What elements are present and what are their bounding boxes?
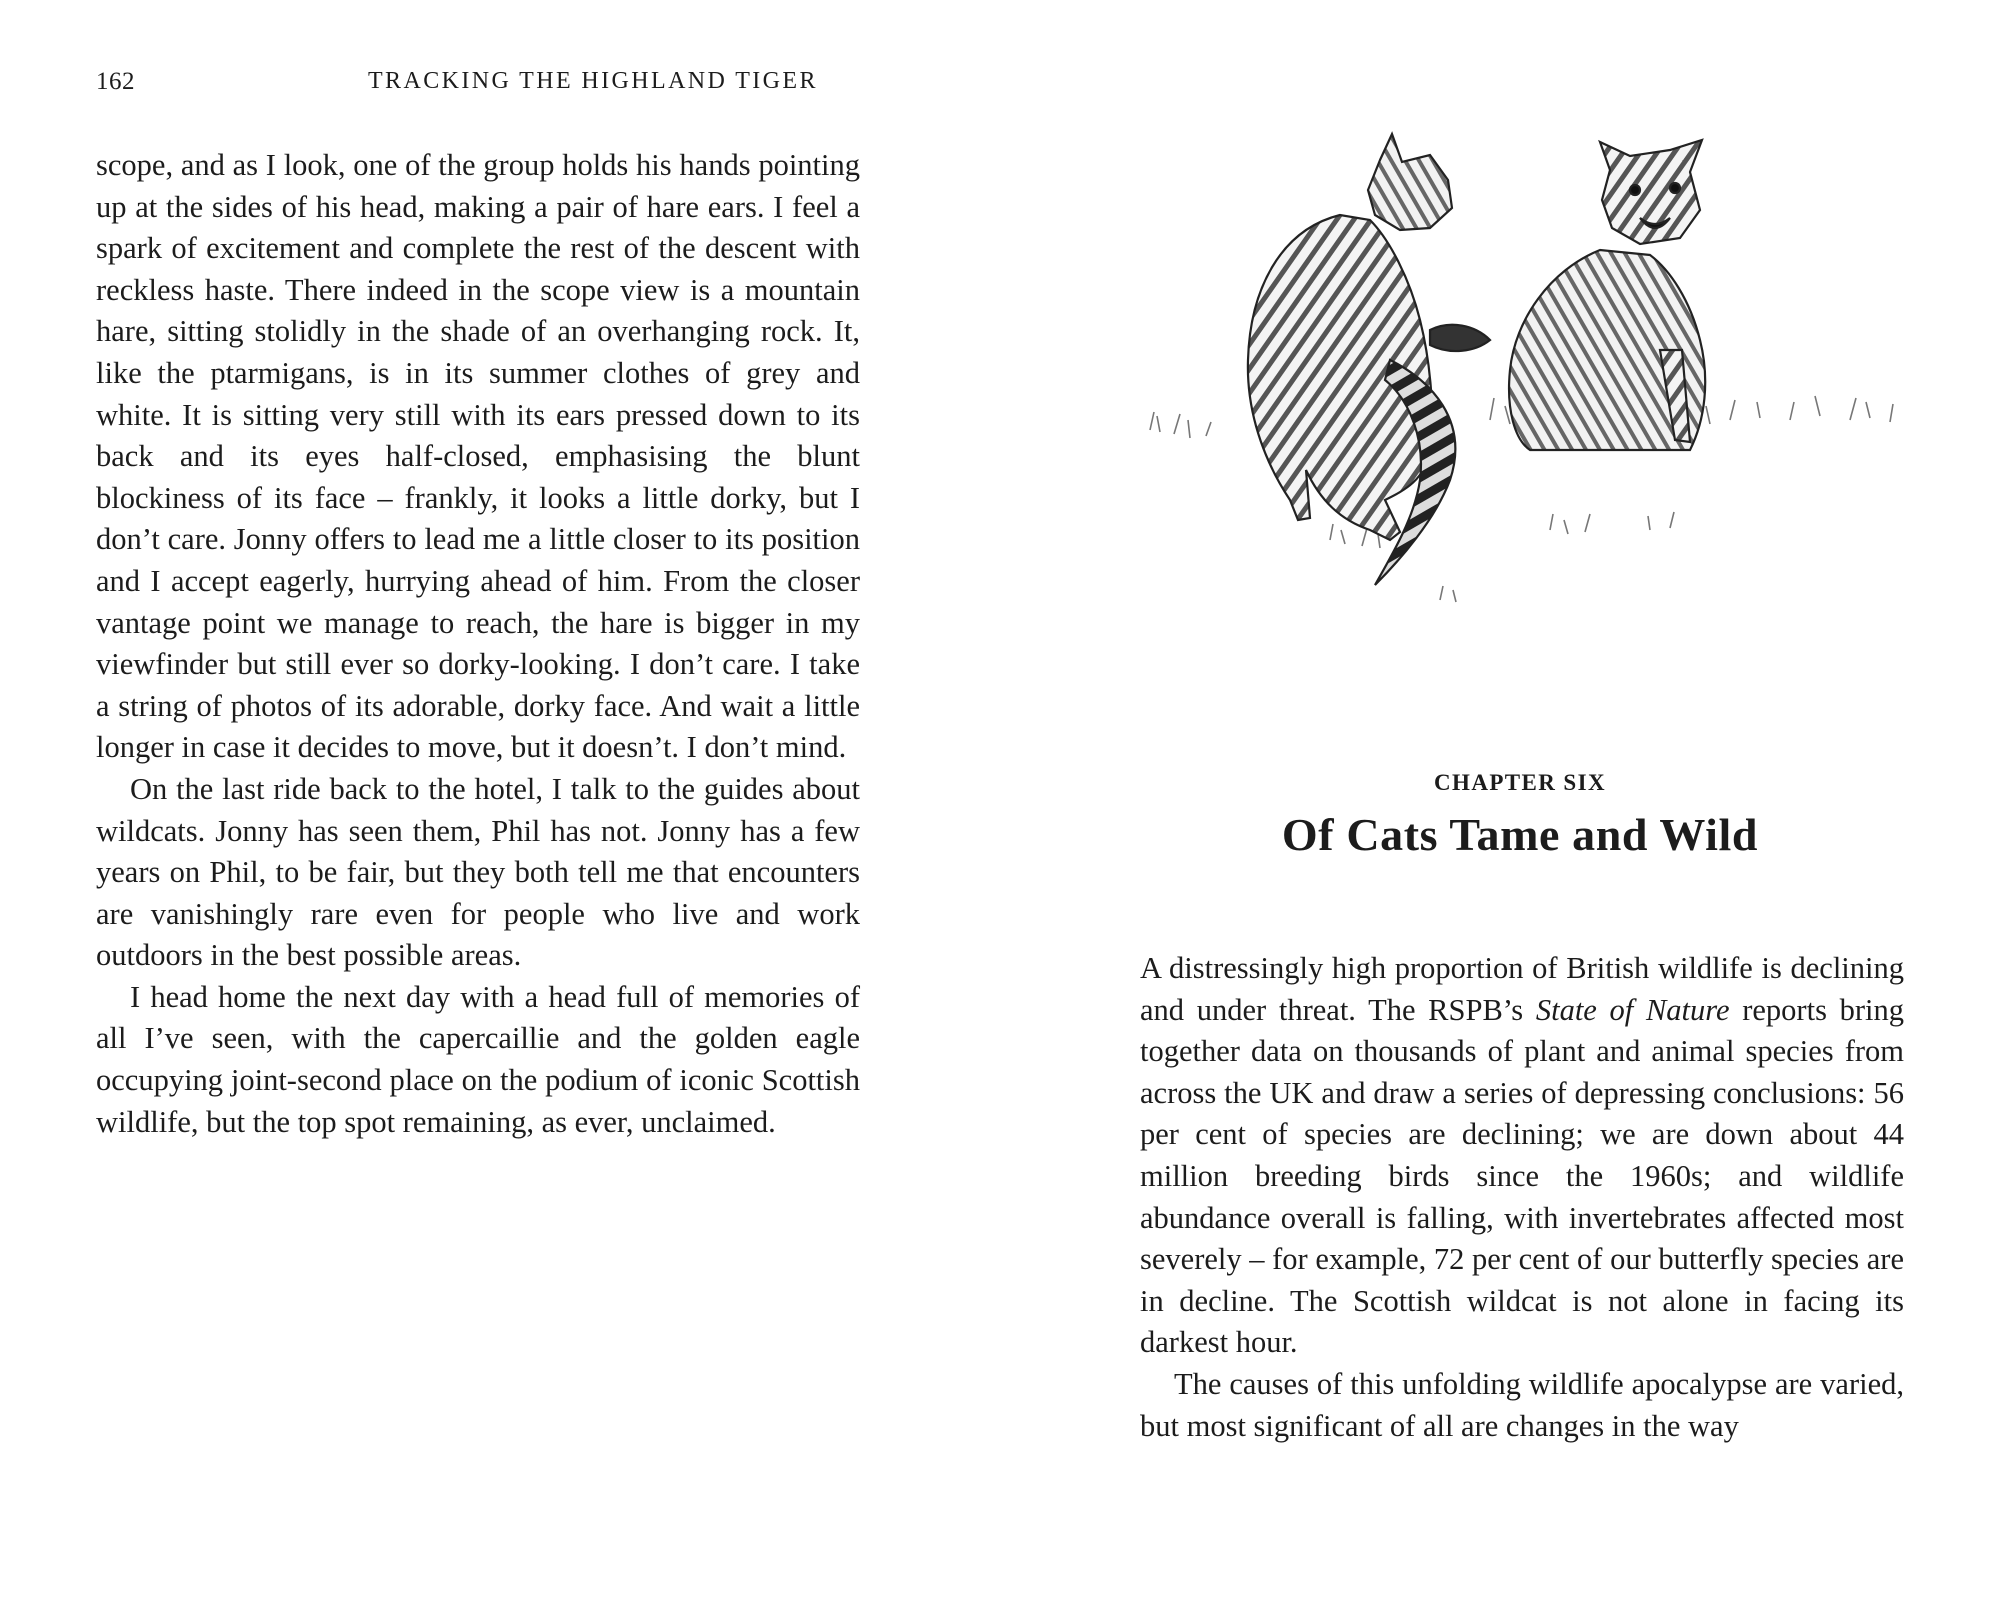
wildcats-illustration	[1130, 120, 1900, 620]
paragraph-text: reports bring together data on thousands of plant and animal species from across the UK and draw a series of depressing conclusions: 56 per cent of species are declining; we are down about 44 million breeding birds since the 1960s; and wildlife abundance overall is falling, with invertebrates affected most severely – for example, 72 per cent of our butterfly species are in decline. The Scottish wildcat is not alone in facing its darkest hour.	[1140, 992, 1905, 1360]
right-page	[1000, 0, 2000, 1611]
paragraph: I head home the next day with a head full of memories of all I’ve seen, with the capercaillie and the golden eagle occupying joint-second place on the podium of iconic Scottish wildlife, but the top spot remaining, as ever, unclaimed.	[96, 979, 860, 1139]
paragraph-text: A distressingly high proportion of British wildlife is declining and under threat. The RSPB’s	[1140, 951, 1904, 1027]
left-running-head	[96, 68, 860, 102]
chapter-title: Of Cats Tame and Wild	[1281, 809, 1759, 860]
left-body-text	[96, 145, 860, 1143]
italic-title: State of Nature	[1535, 992, 1730, 1027]
page-number: 162	[96, 68, 135, 95]
running-title: TRACKING THE HIGHLAND TIGER	[368, 68, 818, 94]
right-body-text	[1140, 948, 1904, 1447]
left-cat	[1248, 134, 1490, 585]
paragraph: The causes of this unfolding wildlife apocalypse are varied, but most significant of all are changes in the way	[1140, 1366, 1904, 1443]
right-cat	[1509, 140, 1705, 450]
chapter-label: CHAPTER SIX	[1434, 770, 1606, 795]
paragraph	[1140, 948, 1904, 1364]
paragraph: On the last ride back to the hotel, I talk to the guides about wildcats. Jonny has seen them, Phil has not. Jonny has a few years on Phil, to be fair, but they both tell me that encounters are vanishingly rare even for people who live and work outdoors in the best possible areas.	[96, 771, 860, 973]
paragraph: scope, and as I look, one of the group holds his hands pointing up at the sides of his head, making a pair of hare ears. I feel a spark of excitement and complete the rest of the descent with reckless haste. There indeed in the scope view is a mountain hare, sitting stolidly in the shade of an overhanging rock. It, like the ptarmigans, is in its summer clothes of grey and white. It is sitting very still with its ears pressed down to its back and its eyes half-closed, emphasising the blunt blockiness of its face – frankly, it looks a little dorky, but I don’t care. Jonny offers to lead me a little closer to its position and I accept eagerly, hurrying ahead of him. From the closer vantage point we manage to reach, the hare is bigger in my viewfinder but still ever so dorky-looking. I don’t care. I take a string of photos of its adorable, dorky face. And wait a little longer in case it decides to move, but it doesn’t. I don’t mind.	[96, 148, 860, 765]
